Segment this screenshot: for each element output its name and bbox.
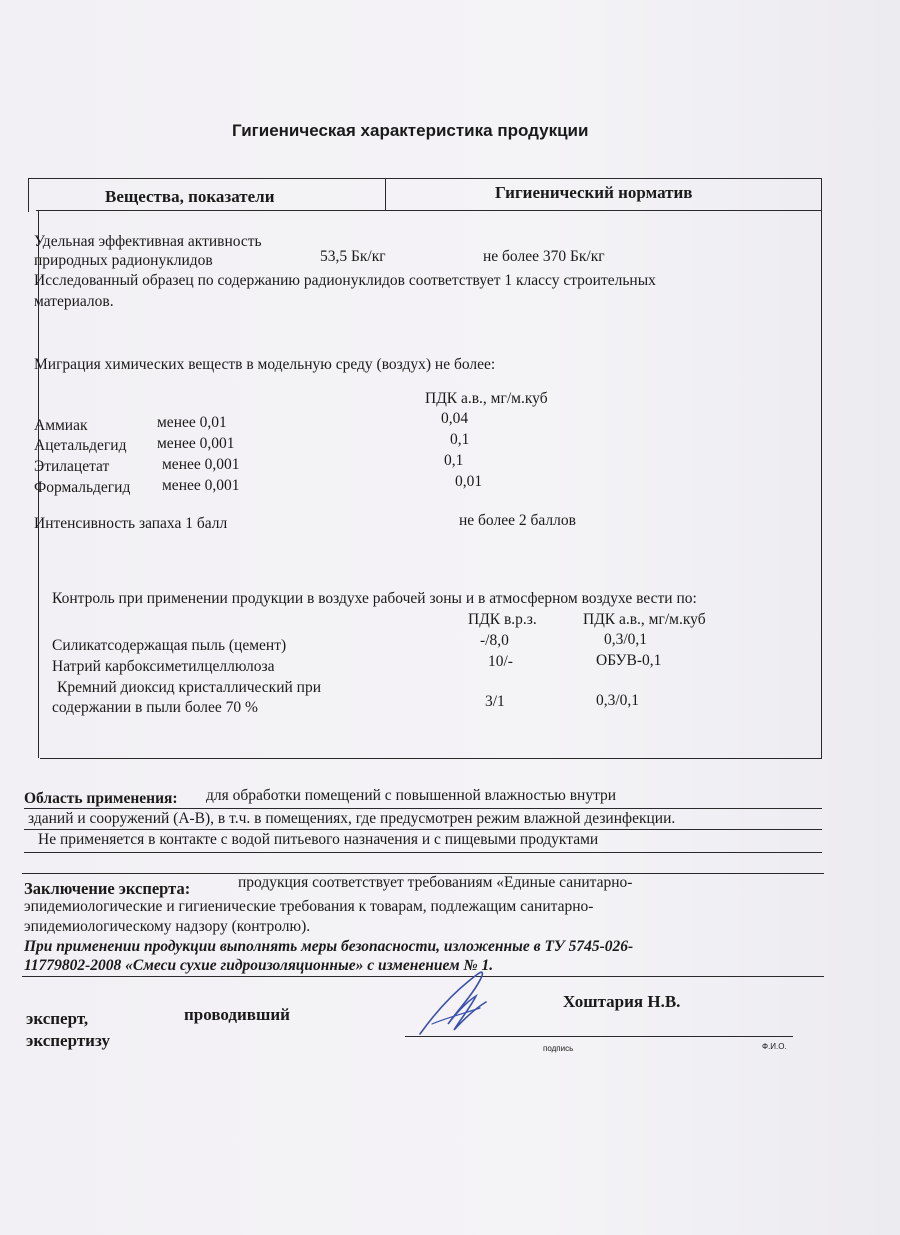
control-row-av: 0,3/0,1 [596, 692, 640, 709]
radioactivity-value: 53,5 Бк/кг [320, 248, 386, 265]
control-row-rz: 10/- [488, 653, 513, 670]
signature-caption-name: Ф.И.О. [762, 1042, 787, 1051]
migration-row-pdk: 0,1 [444, 452, 464, 469]
radioactivity-label-1: Удельная эффективная активность [34, 233, 262, 250]
migration-row-value: менее 0,001 [162, 477, 240, 494]
control-row-rz: 3/1 [485, 693, 505, 710]
expert-note-1: При применении продукции выполнять меры безопасности, изложенные в ТУ 5745-026- [24, 938, 634, 955]
migration-pdk-header: ПДК а.в., мг/м.куб [425, 390, 548, 407]
table-header-norm: Гигиенический норматив [495, 183, 693, 202]
radioactivity-conclusion-1: Исследованный образец по содержанию радионуклидов соответствует 1 классу строительных [34, 272, 656, 289]
control-row-rz: -/8,0 [480, 632, 509, 649]
migration-row-value: менее 0,001 [162, 456, 240, 473]
expert-note-2: 11779802-2008 «Смеси сухие гидроизоляционные» с изменением № 1. [24, 957, 494, 974]
control-row-name: Силикатсодержащая пыль (цемент) [52, 637, 287, 654]
table-header-substances: Вещества, показатели [105, 187, 275, 206]
control-heading: Контроль при применении продукции в воздухе рабочей зоны и в атмосферном воздухе вести по: [52, 590, 697, 607]
migration-row-pdk: 0,04 [441, 410, 469, 427]
control-col-rz: ПДК в.р.з. [468, 611, 537, 628]
radioactivity-label-2: природных радионуклидов [34, 252, 213, 269]
page-title: Гигиеническая характеристика продукции [232, 121, 589, 140]
odor-norm: не более 2 баллов [459, 512, 576, 529]
control-row-av: 0,3/0,1 [604, 631, 648, 648]
scope-text-2: зданий и сооружений (А-В), в т.ч. в помещениях, где предусмотрен режим влажной дезинфекции. [28, 810, 676, 827]
migration-row-name: Этилацетат [34, 458, 110, 475]
migration-row-name: Ацетальдегид [34, 437, 127, 454]
scope-label: Область применения: [24, 790, 178, 807]
expert-label: Заключение эксперта: [24, 879, 191, 898]
control-row-name-2: содержании в пыли более 70 % [52, 699, 258, 716]
signature-role-word-2: проводивший [184, 1005, 290, 1024]
control-row-av: ОБУВ-0,1 [596, 652, 662, 669]
signature-name: Хоштария Н.В. [563, 992, 681, 1011]
table-bottom-line [40, 758, 822, 759]
migration-row-pdk: 0,01 [455, 473, 483, 490]
migration-row-name: Формальдегид [34, 479, 131, 496]
table-top-line [28, 178, 821, 179]
signature-role-word-1: эксперт, [26, 1009, 89, 1028]
handwritten-signature [410, 958, 500, 1044]
table-header-line [36, 210, 821, 211]
control-row-name: Натрий карбоксиметилцеллюлоза [52, 658, 275, 675]
control-row-name-1: Кремний диоксид кристаллический при [57, 679, 322, 696]
radioactivity-norm: не более 370 Бк/кг [483, 248, 605, 265]
scope-line-2 [24, 829, 822, 830]
migration-heading: Миграция химических веществ в модельную среду (воздух) не более: [34, 356, 496, 373]
migration-row-value: менее 0,01 [157, 414, 227, 431]
expert-text-2: эпидемиологические и гигиенические требования к товарам, подлежащим санитарно- [24, 898, 594, 915]
expert-text-3: эпидемиологическому надзору (контролю). [24, 918, 311, 935]
scope-line-3 [24, 852, 822, 853]
scope-line-1 [24, 808, 822, 809]
table-right-border [821, 178, 822, 758]
migration-row-value: менее 0,001 [157, 435, 235, 452]
scope-text-1: для обработки помещений с повышенной влажностью внутри [206, 787, 617, 804]
signature-caption-sign: подпись [543, 1044, 574, 1053]
table-header-divider [385, 178, 386, 210]
radioactivity-conclusion-2: материалов. [34, 293, 114, 310]
control-col-av: ПДК а.в., мг/м.куб [583, 611, 706, 628]
scope-text-3: Не применяется в контакте с водой питьевого назначения и с пищевыми продуктами [38, 831, 599, 848]
migration-row-name: Аммиак [34, 417, 88, 434]
migration-row-pdk: 0,1 [450, 431, 470, 448]
expert-text-1: продукция соответствует требованиям «Единые санитарно- [238, 874, 633, 891]
signature-role-2: экспертизу [26, 1031, 110, 1050]
odor-label: Интенсивность запаха 1 балл [34, 515, 228, 532]
table-left-border-top [28, 178, 29, 212]
